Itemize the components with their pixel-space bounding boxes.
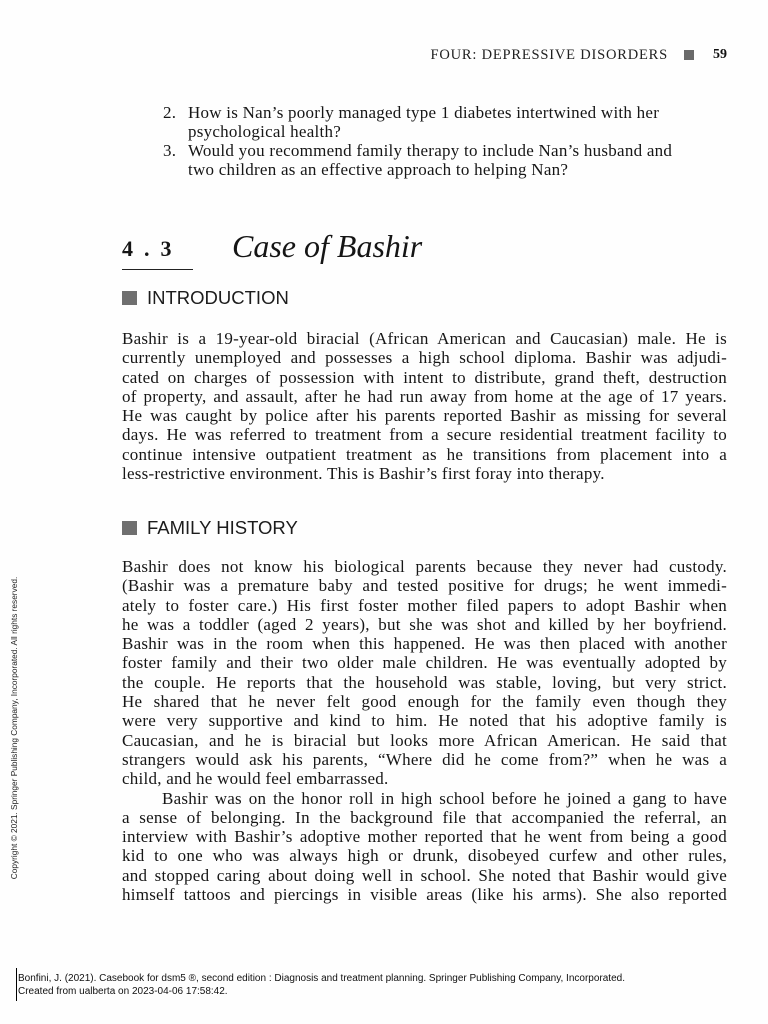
family-history-paragraph-2 (122, 789, 727, 905)
question-number: 2. (163, 103, 177, 122)
paragraph-line: a sense of belonging. In the background file that accompanied the referral, an (122, 807, 727, 827)
paragraph-line: of property, and assault, after he had run away from home at the age of 17 years. (122, 386, 727, 406)
citation-footer (18, 972, 625, 998)
question-line: How is Nan’s poorly managed type 1 diabetes intertwined with her (188, 103, 660, 122)
paragraph-line: (Bashir was a premature baby and tested positive for drugs; he went immedi- (122, 576, 727, 596)
paragraph-line: and stopped caring about doing well in school. She noted that Bashir would give (122, 865, 727, 885)
paragraph-line: Bashir does not know his biological parents because they never had custody. (122, 557, 727, 576)
family-history-body (122, 557, 727, 904)
footer-margin-line (16, 968, 17, 1001)
question-item (163, 141, 727, 179)
paragraph-line: he was a toddler (aged 2 years), but she was shot and killed by her boyfriend. (122, 614, 727, 634)
question-item (163, 103, 727, 141)
paragraph-line: cated on charges of possession with intent to distribute, grand theft, destruction (122, 367, 727, 387)
paragraph-line: Caucasian, and he is biracial but looks more African American. He said that (122, 730, 727, 750)
paragraph-line: currently unemployed and possesses a high school diploma. Bashir was adjudi- (122, 348, 727, 368)
section-number-underline (122, 269, 193, 270)
paragraph-line: himself tattoos and piercings in visible areas (like his arms). She also reported (122, 885, 727, 905)
square-bullet-icon (122, 291, 137, 305)
paragraph-line: continue intensive outpatient treatment as he transitions from placement into a (122, 444, 727, 464)
footer-citation: Bonfini, J. (2021). Casebook for dsm5 ®, second edition : Diagnosis and treatment planning. Springer Publishing Company, Incorporated. (18, 973, 625, 984)
paragraph-line: ately to foster care.) His first foster mother filed papers to adopt Bashir when (122, 595, 727, 615)
paragraph-line: Bashir is a 19-year-old biracial (African American and Caucasian) male. He is (122, 329, 727, 348)
paragraph-line: less-restrictive environment. This is Bashir’s first foray into therapy. (122, 464, 605, 484)
paragraph-line: days. He was referred to treatment from a secure residential treatment facility to (122, 425, 727, 445)
question-line: two children as an effective approach to helping Nan? (188, 160, 569, 180)
paragraph-line: interview with Bashir’s adoptive mother reported that he went from being a good (122, 827, 727, 847)
copyright-notice: Copyright © 2021. Springer Publishing Company, Incorporated. All rights reserved. (9, 576, 19, 880)
page-number: 59 (713, 47, 727, 62)
family-history-paragraph-1 (122, 557, 727, 789)
footer-created: Created from ualberta on 2023-04-06 17:58:42. (18, 986, 228, 997)
paragraph-line: He shared that he never felt good enough for the family even though they (122, 692, 727, 712)
paragraph-line: Bashir was in the room when this happened. He was then placed with another (122, 634, 727, 654)
square-bullet-icon (684, 50, 694, 60)
heading-text: INTRODUCTION (147, 287, 289, 308)
question-number: 3. (163, 141, 177, 161)
section-title: Case of Bashir (232, 228, 423, 264)
square-bullet-icon (122, 521, 137, 535)
paragraph-line: were very supportive and kind to him. He noted that his adoptive family is (122, 711, 727, 731)
section-number: 4.3 (122, 236, 183, 261)
question-text (188, 103, 727, 141)
heading-text: FAMILY HISTORY (147, 517, 298, 538)
question-line: Would you recommend family therapy to include Nan’s husband and (188, 141, 673, 161)
paragraph-line: kid to one who was always high or drunk, disobeyed curfew and other rules, (122, 846, 727, 866)
paragraph-line: He was caught by police after his parents reported Bashir as missing for several (122, 406, 727, 426)
paragraph-line: strangers would ask his parents, “Where did he come from?” when he was a (122, 749, 727, 769)
heading-introduction (122, 287, 289, 309)
paragraph-line: Bashir was on the honor roll in high school before he joined a gang to have (162, 788, 727, 808)
heading-family-history (122, 517, 298, 539)
question-list (163, 103, 727, 179)
question-line: psychological health? (188, 122, 342, 142)
paragraph-line: foster family and their two older male children. He was eventually adopted by (122, 653, 727, 673)
introduction-paragraph (122, 329, 727, 483)
question-text (188, 141, 727, 179)
paragraph-line: child, and he would feel embarrassed. (122, 769, 389, 789)
running-header-chapter: FOUR: DEPRESSIVE DISORDERS (430, 47, 668, 63)
paragraph-line: the couple. He reports that the household was stable, loving, but very strict. (122, 672, 727, 692)
